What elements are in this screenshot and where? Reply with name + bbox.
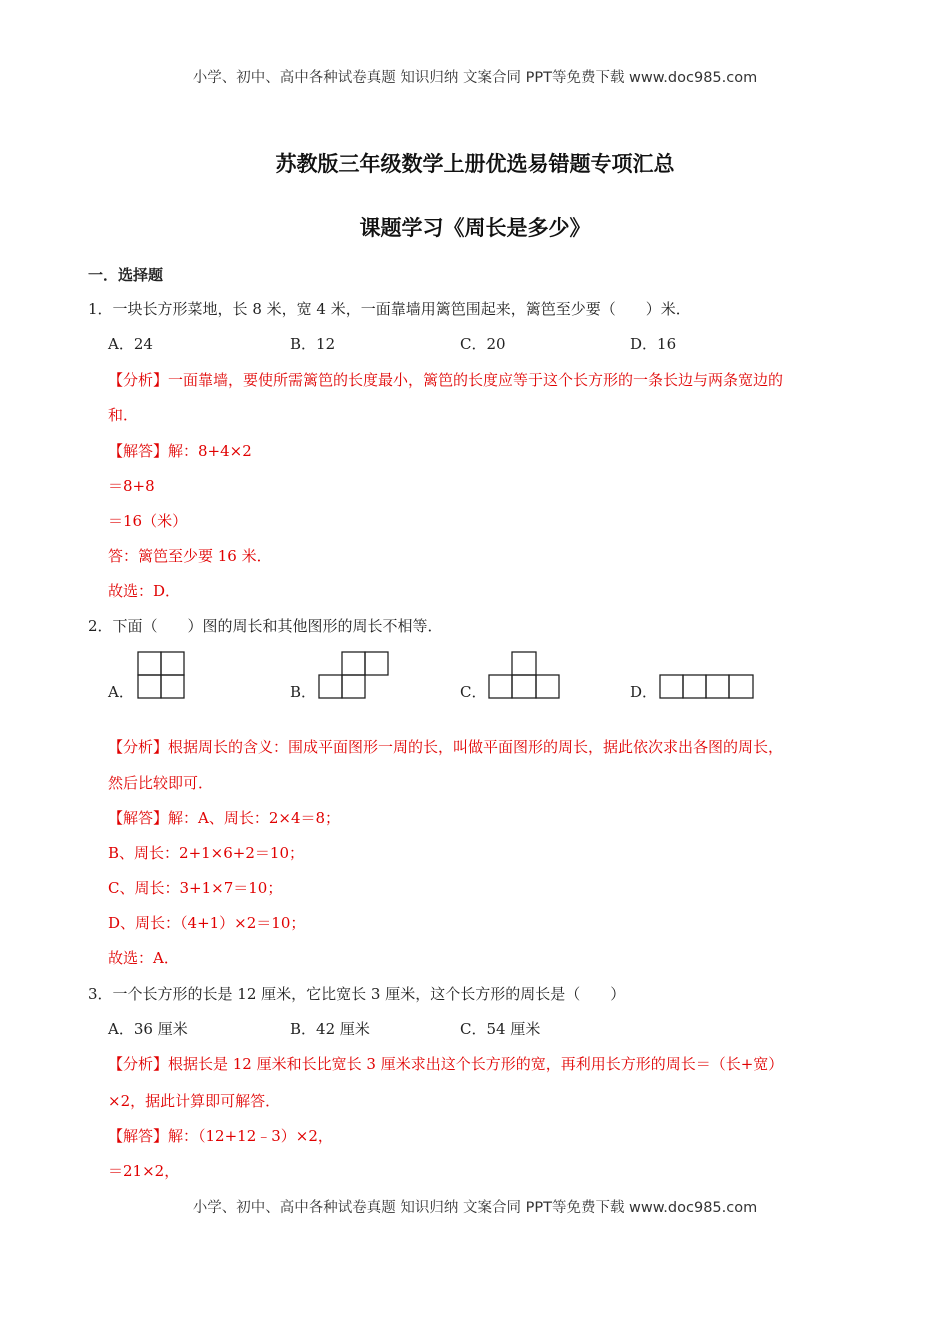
question-1-option-a: A．24	[108, 335, 153, 353]
question-1-choice: 故选：D．	[108, 582, 181, 600]
question-3-answer-line: 【解答】解：（12+12﹣3）×2，	[108, 1127, 333, 1145]
document-subtitle: 课题学习《周长是多少》	[359, 216, 591, 240]
question-3-stem: 3．一个长方形的长是 12 厘米，它比宽长 3 厘米，这个长方形的周长是（ ）	[88, 985, 626, 1003]
section-heading: 一．选择题	[88, 266, 164, 284]
question-1-stem: 1．一块长方形菜地，长 8 米，宽 4 米，一面靠墙用篱笆围起来，篱笆至少要（ ）米．	[88, 300, 691, 318]
question-1-answer-line: 答：篱笆至少要 16 米．	[108, 547, 272, 565]
question-2-option-c: C．	[460, 683, 487, 701]
figure-d-row-of-squares	[659, 674, 755, 699]
question-1-analysis-cont: 和．	[108, 406, 139, 424]
question-1-option-b: B．12	[290, 335, 336, 353]
document-title: 苏教版三年级数学上册优选易错题专项汇总	[275, 152, 675, 176]
page-header: 小学、初中、高中各种试卷真题 知识归纳 文案合同 PPT等免费下载 www.doc985.com	[192, 70, 758, 86]
question-2-option-d: D．	[630, 683, 658, 701]
question-1-answer-line: ＝16（米）	[108, 512, 188, 530]
question-3-answer-line: ＝21×2，	[108, 1162, 180, 1180]
question-1-answer-line: ＝8+8	[108, 477, 155, 495]
question-3-analysis: 【分析】根据长是 12 厘米和长比宽长 3 厘米求出这个长方形的宽，再利用长方形的周长＝（长+宽）	[108, 1055, 784, 1073]
question-2-answer-line: B、周长：2+1×6+2＝10；	[108, 844, 304, 862]
question-3-option-c: C．54 厘米	[460, 1020, 541, 1038]
page-footer: 小学、初中、高中各种试卷真题 知识归纳 文案合同 PPT等免费下载 www.doc985.com	[192, 1200, 758, 1216]
question-2-analysis: 【分析】根据周长的含义：围成平面图形一周的长，叫做平面图形的周长，据此依次求出各图的周长，	[108, 738, 784, 756]
figure-a-square-grid	[137, 651, 187, 699]
question-1-answer-line: 【解答】解：8+4×2	[108, 442, 252, 460]
question-2-answer-line: C、周长：3+1×7＝10；	[108, 879, 283, 897]
question-2-stem: 2．下面（ ）图的周长和其他图形的周长不相等．	[88, 617, 443, 635]
question-2-answer-line: D、周长：（4+1）×2＝10；	[108, 914, 306, 932]
question-2-answer-line: 【解答】解：A、周长：2×4＝8；	[108, 809, 341, 827]
figure-c-t-shape	[488, 651, 561, 699]
figure-b-staggered-squares	[318, 651, 390, 699]
question-3-option-a: A．36 厘米	[108, 1020, 188, 1038]
question-1-option-c: C．20	[460, 335, 506, 353]
question-1-option-d: D．16	[630, 335, 677, 353]
question-2-analysis-cont: 然后比较即可．	[108, 774, 214, 792]
question-2-choice: 故选：A．	[108, 949, 179, 967]
question-3-analysis-cont: ×2，据此计算即可解答．	[108, 1092, 281, 1110]
question-2-option-b: B．	[290, 683, 317, 701]
question-1-analysis: 【分析】一面靠墙，要使所需篱笆的长度最小，篱笆的长度应等于这个长方形的一条长边与两条宽边的	[108, 371, 784, 389]
question-2-option-a: A．	[108, 683, 134, 701]
question-3-option-b: B．42 厘米	[290, 1020, 370, 1038]
